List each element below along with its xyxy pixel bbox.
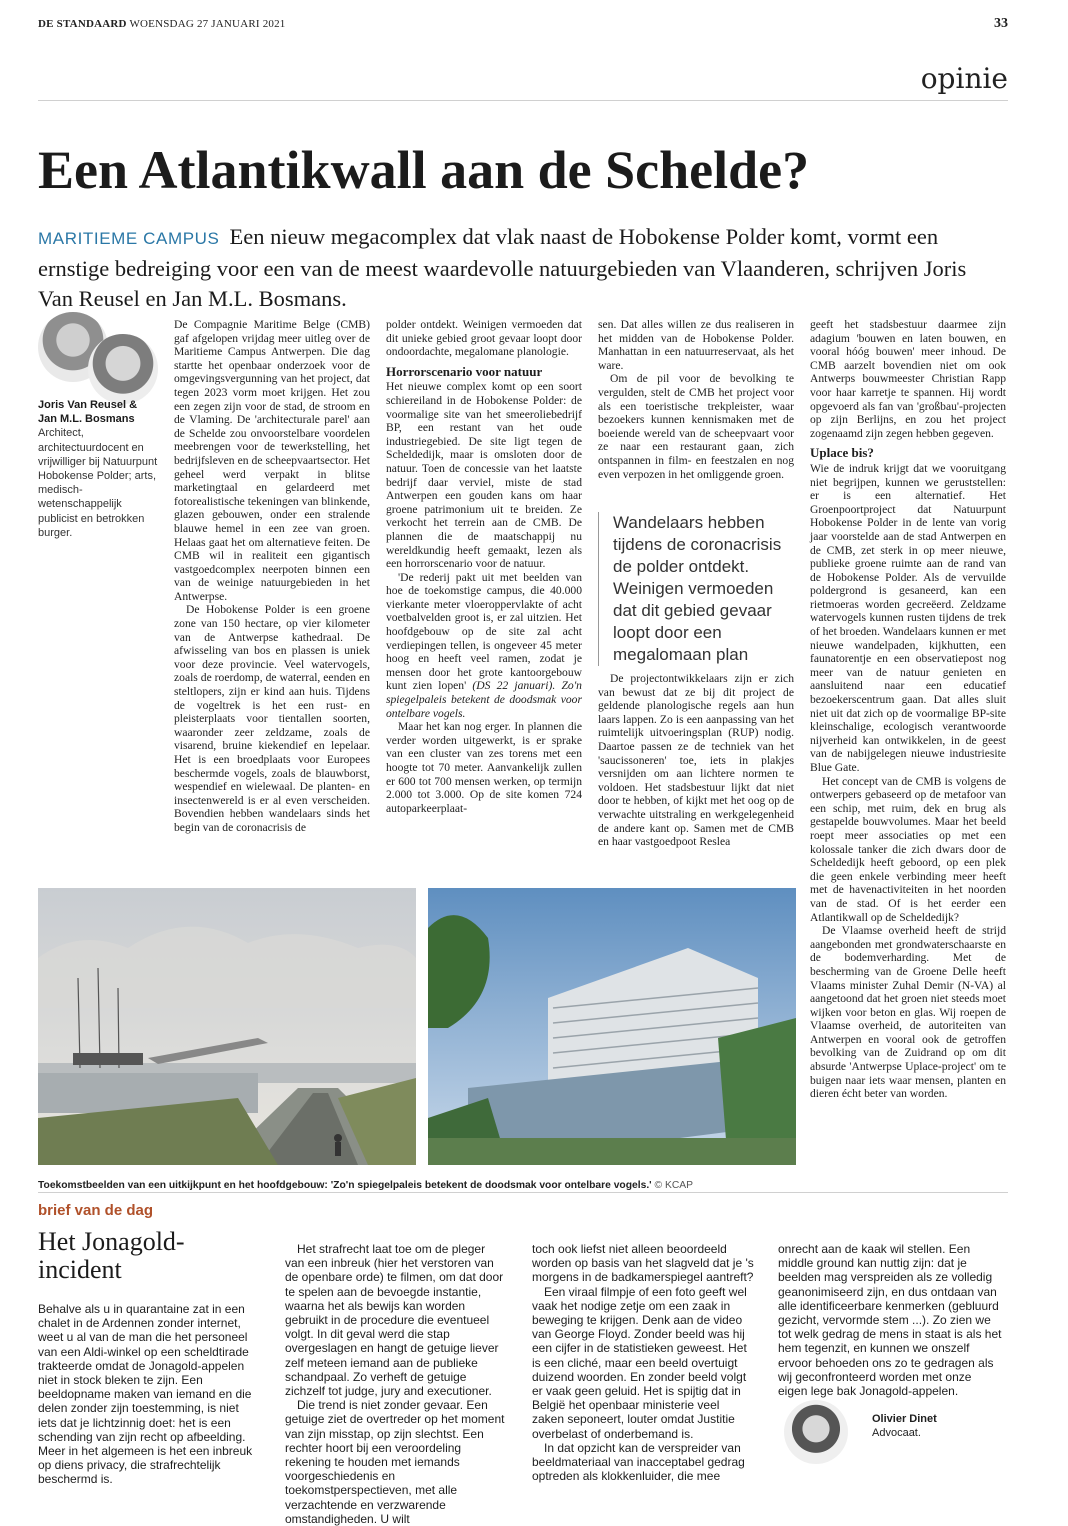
paragraph: In dat opzicht kan de verspreider van beeldmateriaal van inacceptabel gedrag optreden als klokkenluider, die mee [532, 1440, 745, 1484]
article-column-4 [810, 318, 1006, 1101]
author-photos [38, 312, 156, 398]
paragraph: De Hobokense Polder is een groene zone van 150 hectare, op vier kilometer van de Antwerpse kathedraal. De afwisseling van bos en plassen is uniek voor deze provincie. Veel watervogels, zoals de roerdomp, de waterral, eenden en steltlopers, zijn er kind aan huis. Tijdens de vogeltrek is het een rust- en pleisterplaats voor tientallen soorten, waaronder zeer zeldzame, zoals de visarend, bruine kiekendief en lepelaar. Het is een broedplaats voor Europees beschermde vogels, zoals de blauwborst, wespendief en wielewaal. De planten- en insectenwereld is er al even verscheiden. Bovendien hebben wandelaars sinds het begin van de coronacrisis de [174, 603, 370, 834]
divider [38, 1192, 1008, 1193]
paragraph: Maar het kan nog erger. In plannen die verder worden uitgewerkt, is er sprake van een cluster van zes torens met een hoogte tot 70 meter. Aanvankelijk zullen er 600 tot 700 mensen werken, op termijn 2.000 tot 3.000. Op de site komen 724 autoparkeerplaat- [386, 720, 582, 815]
kicker: MARITIEME CAMPUS [38, 229, 220, 248]
paragraph: De projectontwikkelaars zijn er zich van bewust dat ze bij dit project de geldende planologische regels aan hun laars lappen. Zo is een aanpassing van het ruimtelijk uitvoeringsplan (RUP) nodig. Daartoe passen ze de techniek van het 'saucissoneren' toe, iets in plakjes versnijden om aan lichtere normen te voldoen. Het stadsbestuur lijkt dat niet door te hebben, of kijkt met het oog op de verwachte uitstraling en werkgelegenheid de andere kant op. Samen met de CMB en haar vastgoedpoot Reslea [598, 672, 794, 849]
pull-quote: Wandelaars hebben tijdens de coronacrisis de polder ontdekt. Weinigen vermoeden dat dit gebied gevaar loopt door een megalomaan plan [598, 512, 794, 666]
author-photo-2 [88, 334, 158, 404]
subheading: Horrorscenario voor natuur [386, 363, 543, 379]
issue-date: WOENSDAG 27 JANUARI 2021 [129, 18, 286, 30]
paragraph: Wie de indruk krijgt dat we vooruitgang niet begrijpen, kunnen we geruststellen: er is een alternatief. Het Groenpoortproject dat Natuurpunt Hobokense Polder in de lente van vorig jaar voorstelde aan de stad Antwerpen en de CMB, zet sterk in op meer nieuwe, publieke groene ruimte aan de rand van de Hobokense Polder. Als de vervuilde poldergrond is gesaneerd, kan een rietmoeras worden gecreëerd. Zeldzame watervogels kunnen rusten tijdens de trek of het broeden. Wandelaars kunnen er met nieuwe wandelpaden, kijkhutten, een faunatorentje en een observatiepost nog meer van de natuur genieten en aansluitend naar een educatief bezoekerscentrum gaan. Dat alles sluit niet uit dat zich op de voormalige BP-site kleinschalige, ecologisch verantwoorde nijverheid kan ontwikkelen, in de geest van de nabijgelegen nieuwe industriesite Blue Gate. [810, 461, 1006, 774]
page-header [38, 18, 286, 30]
paragraph: De Vlaamse overheid heeft de strijd aangebonden met grondwaterschaarste en de bodemverharding. Met de bescherming van de Groene Delle heeft Vlaams minister Zuhal Demir (N-VA) al aangetoond dat het groen niet steeds moet wijken voor beton en glas. Wij roepen de Vlaamse overheid, de autoriteiten van Antwerpen en vooral ook de getroffen bevolking van de Zuidrand op om dit absurde 'Antwerpse Uplace-project' om te buigen naar iets waar mensen, planten en dieren écht beter van worden. [810, 924, 1006, 1101]
paragraph: Om de pil voor de bevolking te vergulden, stelt de CMB het project voor als een toeristische trekpleister, waar bezoekers kunnen kennismaken met de boeiende wereld van de scheepvaart voor ze naar een restaurant gaan, zich ontspannen in film- en feestzalen en nog even verpozen in het omliggende groen. [598, 372, 794, 481]
author-bio: Architect, architectuurdocent en vrijwilliger bij Natuurpunt Hobokense Polder; arts, medisch-wetenschappelijk publicist en betrokken burger. [38, 427, 158, 539]
paragraph: toch ook liefst niet alleen beoordeeld worden op basis van het slagveld dat je 's morgens in de badkamerspiegel aantreft? [532, 1242, 754, 1285]
paragraph: Die trend is niet zonder gevaar. Een getuige ziet de overtreder op het moment van zijn misstap, op zijn slechtst. Een rechter hoort bij een veroordeling rekening te houden met iemands voorgeschiedenis en toekomstperspectieven, met alle verzachtende en verzwarende omstandigheden. U wilt [285, 1398, 505, 1526]
brief-column-2 [285, 1242, 507, 1526]
photo-building [428, 888, 796, 1165]
caption-text: Toekomstbeelden van een uitkijkpunt en het hoofdgebouw: 'Zo'n spiegelpaleis betekent de doodsmak voor ontelbare vogels.' [38, 1180, 652, 1191]
paragraph: onrecht aan de kaak wil stellen. Een middle ground kan nuttig zijn: dat je beelden mag verspreiden als ze volledig geanonimiseerd zijn, en dus ontdaan van alle identificeerbare kenmerken (gebluurd gezicht, vervormde stem ...). Zo zien we tot welk gedrag de mens in staat is als het hem tegenzit, en kunnen we onszelf ervoor behoeden ons zo te gedragen als wij geconfronteerd worden met onze eigen lege bak Jonagold-appelen. [778, 1242, 1002, 1399]
source-ref: (DS 22 januari). Zo'n spiegelpaleis betekent de doodsmak voor ontelbare vogels. [386, 679, 582, 720]
paragraph: Het strafrecht laat toe om de pleger van een inbreuk (hier het verstoren van de openbare orde) te filmen, om dat door te spelen aan de bevoegde instantie, waarna het als bewijs kan worden gebruikt in de procedure die eventueel volgt. In dit geval werd die stap overgeslagen en hangt de getuige liever zelf meteen iemand aan de publieke schandpaal. Zo verheft de getuige zichzelf tot judge, jury and executioner. [285, 1242, 504, 1399]
paragraph: Het nieuwe complex komt op een soort schiereiland in de Hobokense Polder: de voormalige site van het smeeroliebedrijf BP, een restant van het oude industriegebied. De site ligt tegen de Scheldedijk, maar is omsloten door de natuur. Toen de concessie van het laatste bedrijf daar verviel, miste de stad Antwerpen een gouden kans om haar groene patrimonium uit te breiden. Ze verkocht het terrein aan de CMB. De plannen die de maatschappij nu wereldkundig heeft gemaakt, lezen als een horrorscenario voor de natuur. [386, 380, 582, 571]
brief-author-role: Advocaat. [872, 1427, 921, 1439]
subheading: Uplace bis? [810, 445, 874, 461]
paragraph: Een viraal filmpje of een foto geeft wel vaak het nodige zetje om een zaak in beweging te krijgen. Denk aan de video van George Floyd. Zonder beeld was hij een cijfer in de statistieken geweest. Het is een cliché, maar een beeld overtuigt duizend woorden. En zonder beeld volgt er vaak geen geluid. Het is spijtig dat in België het openbaar ministerie veel zaken seponeert, louter omdat Justitie overbelast of onderbemand is. [532, 1284, 747, 1441]
photo-caption [38, 1180, 798, 1191]
section-title: opinie [920, 62, 1008, 95]
author-box [38, 398, 158, 540]
brief-author-photo [784, 1400, 848, 1464]
article-column-3 [598, 318, 794, 481]
brief-author [872, 1412, 937, 1440]
quote: 'De rederij pakt uit met beelden van hoe de toekomstige campus, die 40.000 vierkante meter vloeroppervlakte of acht voetbalvelden groot is, er zal uitzien. Het hoofdgebouw op de site zal acht verdiepingen tellen, is ongeveer 45 meter hoog en heeft veel ramen, zodat je mensen door het grote kantoorgebouw kunt zien lopen' [386, 570, 582, 693]
newspaper-name: DE STANDAARD [38, 18, 127, 30]
photo-credit: © KCAP [654, 1180, 693, 1191]
paragraph: De Compagnie Maritime Belge (CMB) gaf afgelopen vrijdag meer uitleg over de Maritieme Campus Antwerpen. Die dag startte het openbaar onderzoek voor de omgevingsvergunning van het project, dat tegen 2023 vorm moet krijgen. Het zou een zegen zijn voor de stad, de stroom en de Vlaming. De 'architecturale parel' aan de Schelde zou onvoorstelbare voordelen meebrengen voor de tewerkstelling, het bedrijfsleven en de scheepvaartsector. Het geheel werd verpakt in blitse marketingtaal en gelardeerd met fotorealistische tekeningen van blinkende, glazen gebouwen, onder een stralende blauwe hemel in een zee van groen. Helaas gaat het om alternatieve feiten. De CMB wil in realiteit een gigantisch vastgoedcomplex neerpoten binnen een van de weinige natuurgebieden in het Antwerpse. [174, 318, 370, 603]
author-names: Joris Van Reusel & Jan M.L. Bosmans [38, 399, 138, 426]
brief-column-3 [532, 1242, 754, 1483]
paragraph: sen. Dat alles willen ze dus realiseren in het midden van de Hobokense Polder. Manhattan in een natuurreservaat, als het ware. [598, 318, 794, 372]
brief-author-name: Olivier Dinet [872, 1413, 937, 1425]
page-number: 33 [994, 16, 1008, 31]
brief-kicker: brief van de dag [38, 1202, 154, 1219]
intro-text: Een nieuw megacomplex dat vlak naast de Hobokense Polder komt, vormt een ernstige bedreiging voor een van de meest waardevolle natuurgebieden van Vlaanderen, schrijven Joris Van Reusel en Jan M.L. Bosmans. [38, 224, 967, 311]
paragraph: polder ontdekt. Weinigen vermoeden dat dit unieke gebied groot gevaar loopt door ondoordachte, megalomane planologie. [386, 318, 582, 359]
paragraph: Behalve als u in quarantaine zat in een chalet in de Ardennen zonder internet, weet u al van de man die het personeel van een Aldi-winkel op een scheldtirade trakteerde omdat de Jonagold-appelen niet in stock bleken te zijn. Een beeldopname maken van iemand en die delen zonder zijn toestemming, is niet iets dat je lichtzinnig doet: het is een schending van zijn recht op afbeelding. Meer in het algemeen is het een inbreuk op diens privacy, die strafrechtelijk beschermd is. [38, 1302, 253, 1487]
photo-promenade [38, 888, 416, 1165]
brief-title: Het Jonagold-incident [38, 1227, 185, 1284]
paragraph: geeft het stadsbestuur daarmee zijn adagium 'bouwen en laten bouwen, en vooral hóóg bouwen' meer inhoud. De CMB aarzelt bovendien niet om ook Antwerps bouwmeester Christian Rapp voor haar karretje te spannen. Hij wordt opgevoerd als fan van 'großbau'-projecten op zijn Berlijns, en zou het project zogenaamd zijn zegen hebben gegeven. [810, 318, 1006, 440]
article-column-1 [174, 318, 370, 835]
brief-column-1 [38, 1302, 260, 1487]
intro [38, 222, 998, 314]
brief-column-4 [778, 1242, 1003, 1398]
paragraph: Het concept van de CMB is volgens de ontwerpers gebaseerd op de metafoor van een schip, met ruim, dek en brug als gestapelde bouwvolumes. Maar het beeld roept meer associaties op met een kolossale tanker die zich dwars door de Scheldedijk heeft geboord, op een plek die geen enkele verbinding meer heeft met de havenactiviteiten in het noorden van de stad. Of is het eerder een Atlantikwall op de Scheldedijk? [810, 774, 1006, 924]
paragraph [386, 571, 582, 721]
article-column-2 [386, 318, 582, 815]
headline: Een Atlantikwall aan de Schelde? [38, 140, 810, 200]
divider [38, 100, 1008, 101]
article-column-3-cont [598, 672, 794, 849]
